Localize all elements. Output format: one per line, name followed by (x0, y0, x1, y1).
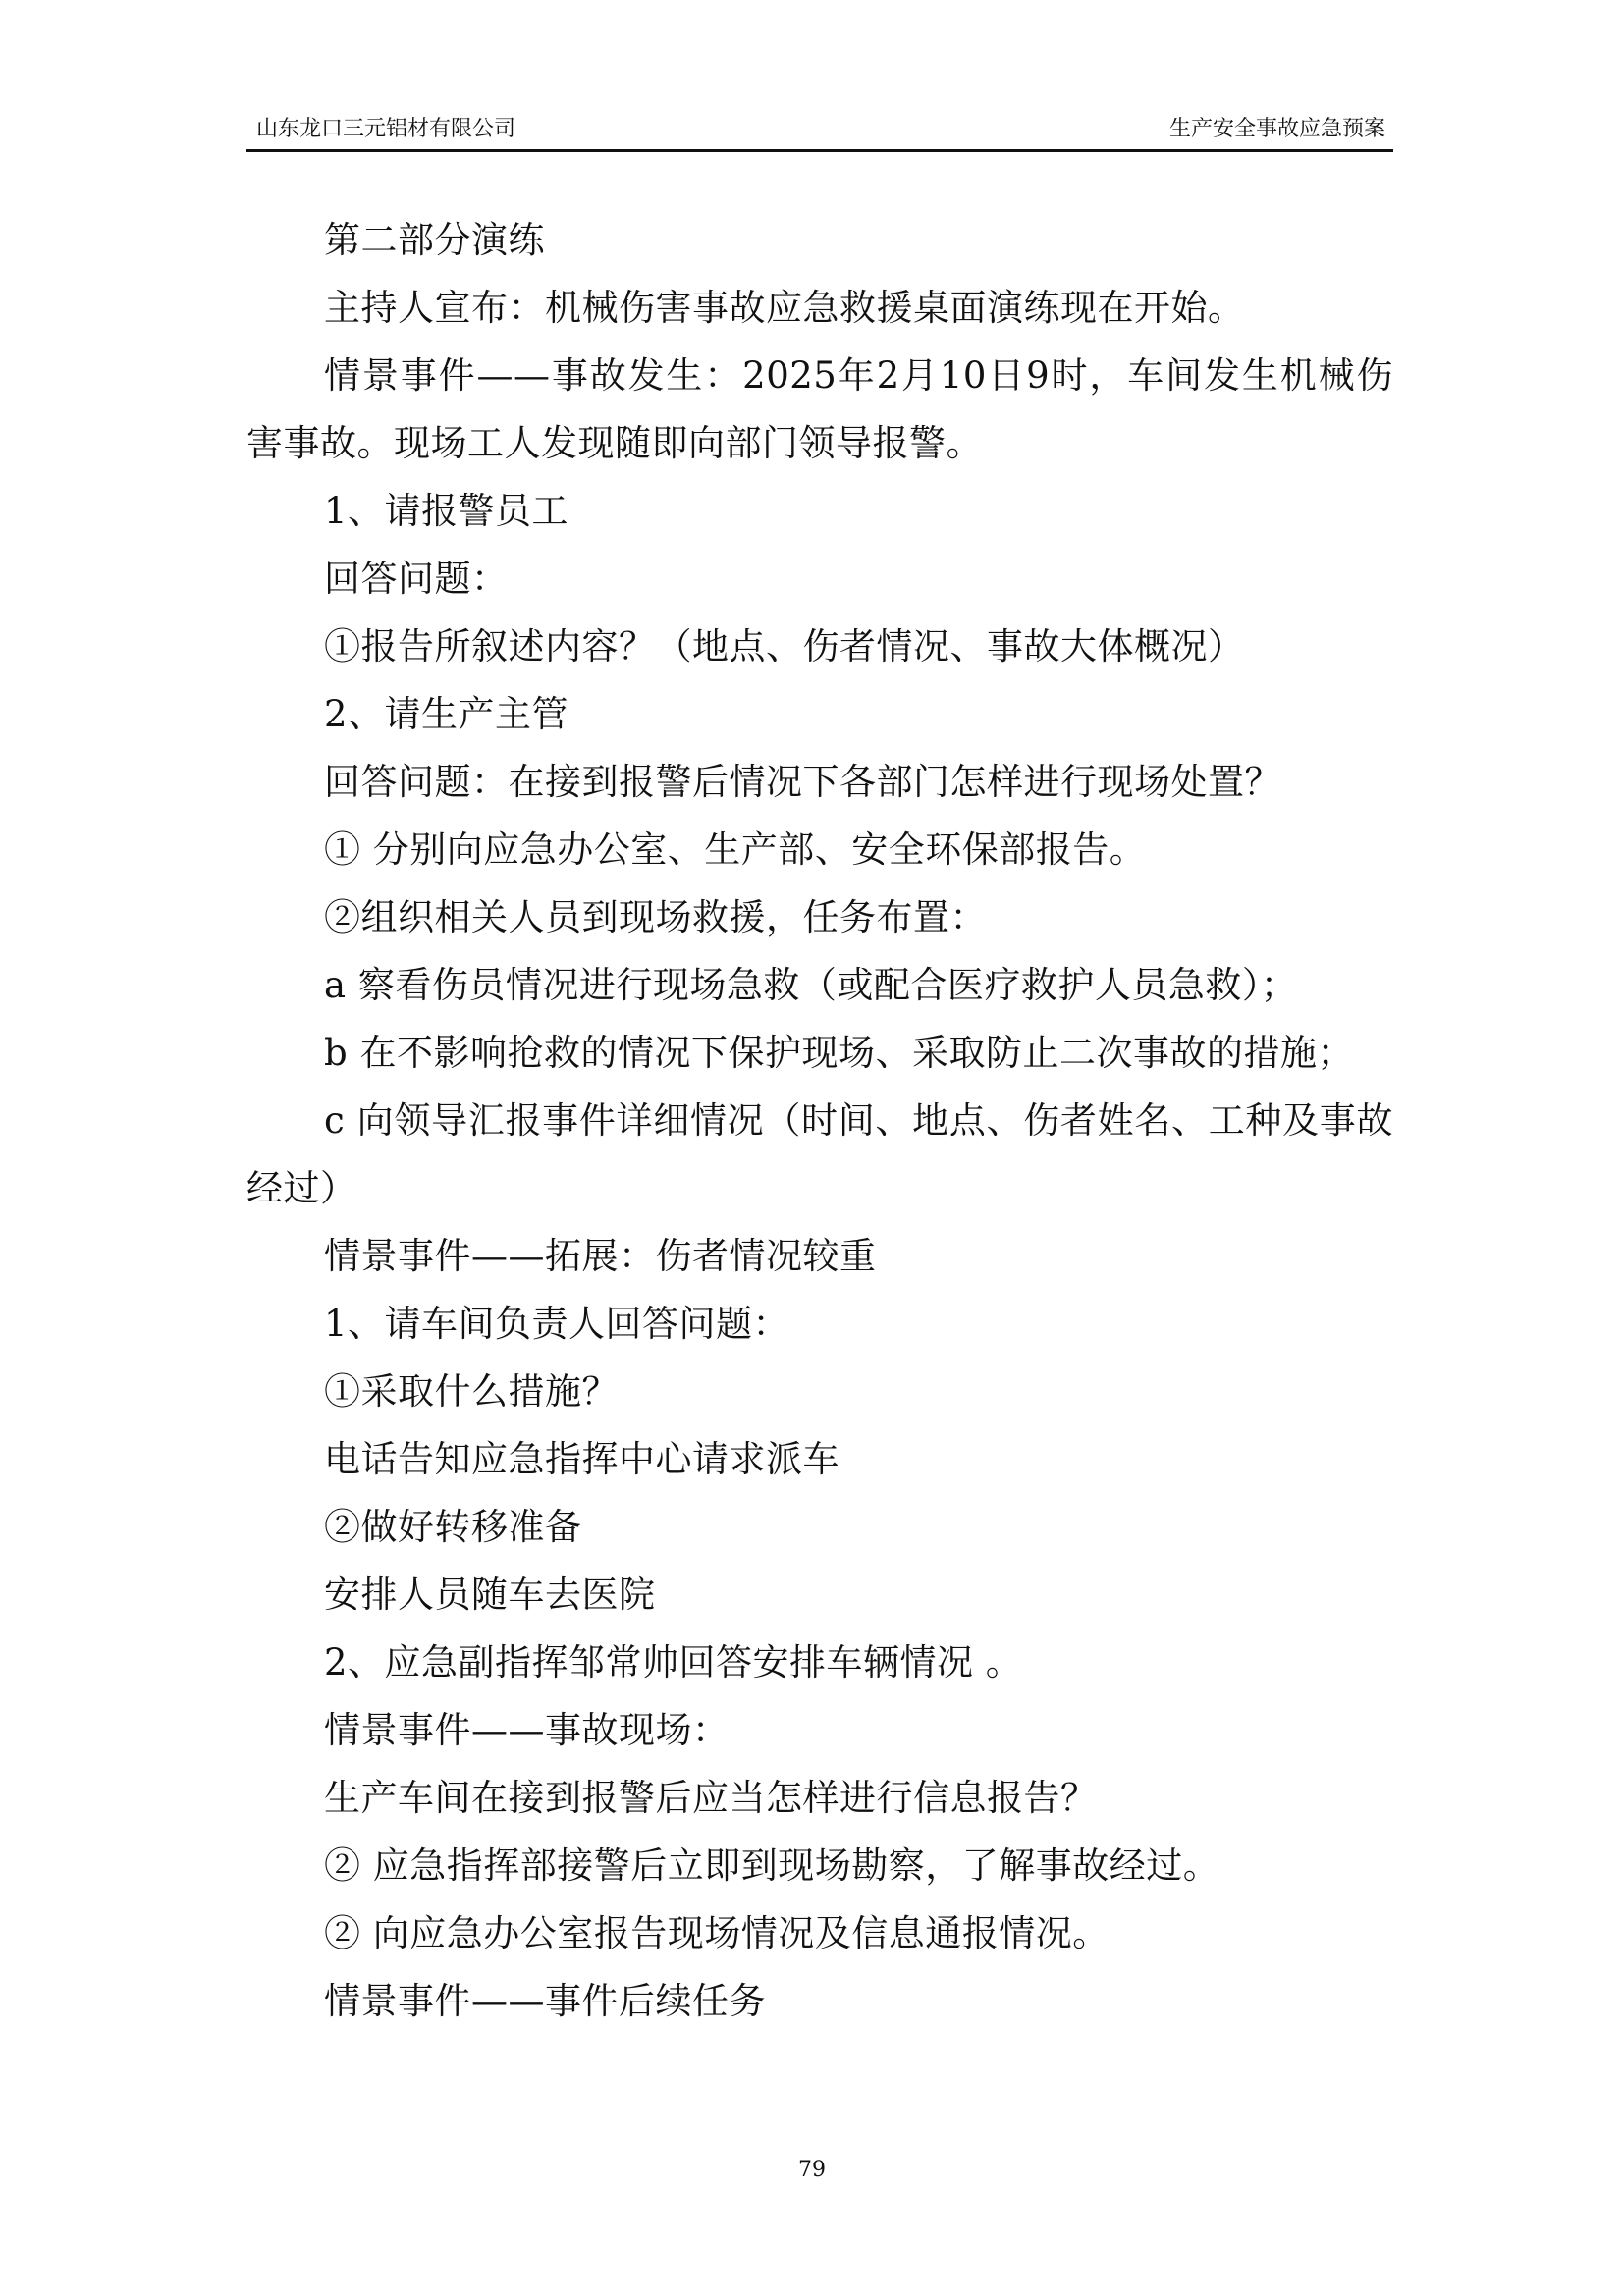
paragraph: 电话告知应急指挥中心请求派车 (324, 1438, 839, 1480)
paragraph: c 向领导汇报事件详细情况（时间、地点、伤者姓名、工种及事故经过） (246, 1099, 1393, 1209)
paragraph: 生产车间在接到报警后应当怎样进行信息报告？ (324, 1777, 1098, 1819)
paragraph: 回答问题： (324, 558, 509, 600)
paragraph: 情景事件——事件后续任务 (324, 1980, 766, 2022)
paragraph: 2、应急副指挥邹常帅回答安排车辆情况 。 (324, 1641, 1023, 1683)
paragraph: 情景事件——事故发生：2025年2月10日9时，车间发生机械伤害事故。现场工人发现随即向部门领导报警。 (246, 354, 1393, 464)
paragraph: ② 向应急办公室报告现场情况及信息通报情况。 (324, 1912, 1110, 1954)
paragraph: ②组织相关人员到现场救援，任务布置： (324, 896, 987, 938)
page-number: 79 (798, 2158, 826, 2182)
paragraph: a 察看伤员情况进行现场急救（或配合医疗救护人员急救）； (324, 964, 1298, 1006)
page-header (246, 115, 1393, 150)
document-body (246, 206, 1393, 2035)
header-company-name: 山东龙口三元铝材有限公司 (256, 117, 516, 141)
paragraph: 1、请车间负责人回答问题： (324, 1303, 790, 1345)
section-heading: 第二部分演练 (324, 219, 545, 261)
paragraph: b 在不影响抢救的情况下保护现场、采取防止二次事故的措施； (324, 1032, 1354, 1074)
header-divider (246, 149, 1393, 152)
header-document-title: 生产安全事故应急预案 (1168, 117, 1385, 141)
paragraph: 回答问题：在接到报警后情况下各部门怎样进行现场处置？ (324, 761, 1281, 803)
paragraph: 主持人宣布：机械伤害事故应急救援桌面演练现在开始。 (324, 287, 1245, 329)
paragraph: 安排人员随车去医院 (324, 1574, 656, 1616)
paragraph: 情景事件——拓展：伤者情况较重 (324, 1235, 877, 1277)
paragraph: 2、请生产主管 (324, 693, 569, 735)
paragraph: ①报告所叙述内容？（地点、伤者情况、事故大体概况） (324, 625, 1245, 667)
paragraph: 情景事件——事故现场： (324, 1709, 730, 1751)
paragraph: ①采取什么措施？ (324, 1370, 619, 1413)
paragraph: ① 分别向应急办公室、生产部、安全环保部报告。 (324, 828, 1147, 871)
paragraph: ②做好转移准备 (324, 1506, 582, 1548)
paragraph: 1、请报警员工 (324, 490, 569, 532)
paragraph: ② 应急指挥部接警后立即到现场勘察，了解事故经过。 (324, 1844, 1220, 1887)
